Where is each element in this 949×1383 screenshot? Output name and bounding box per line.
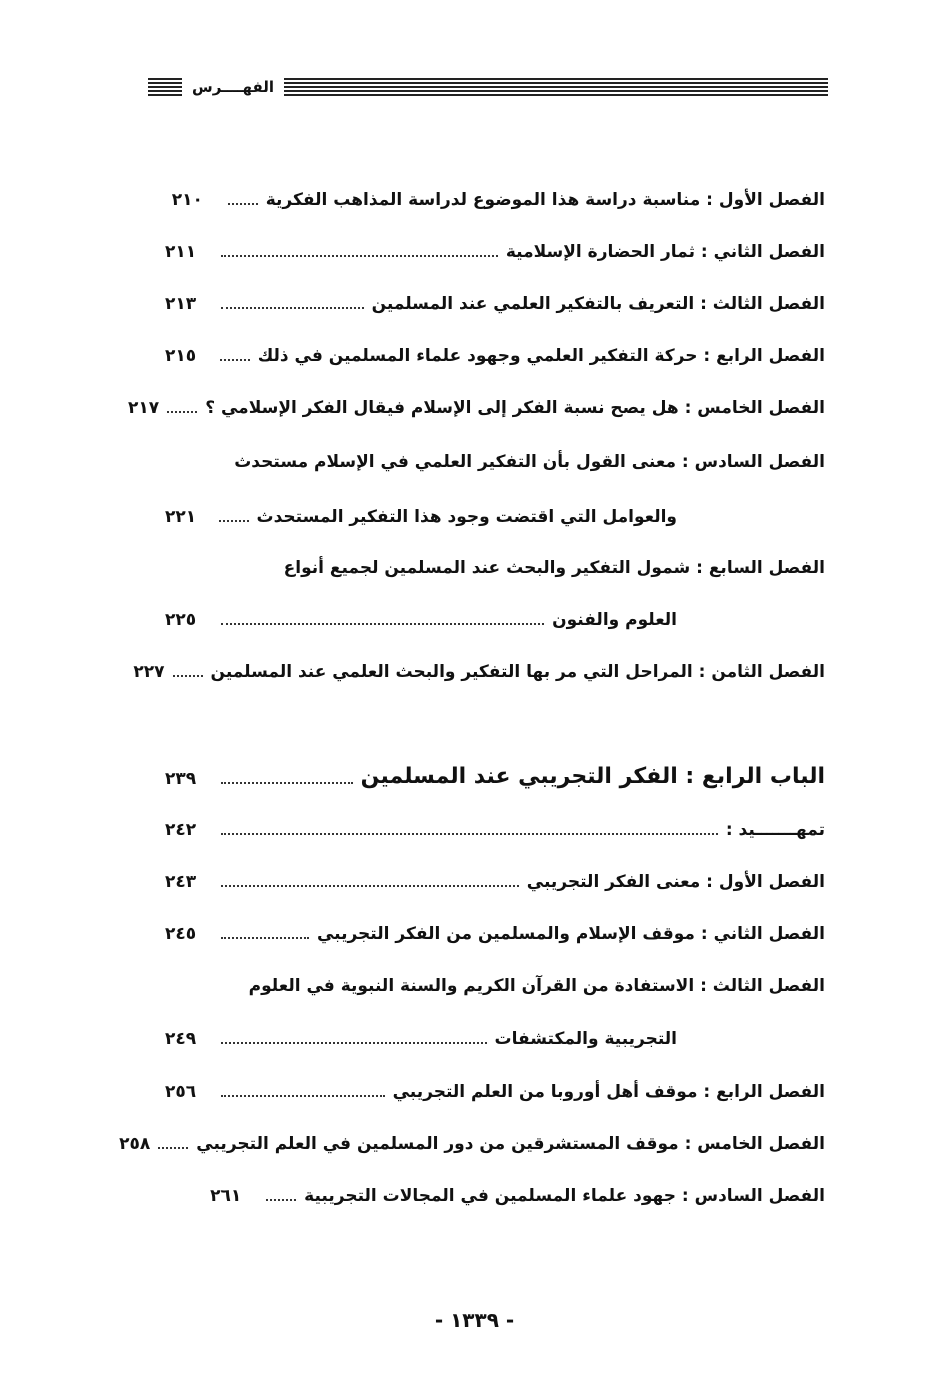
header-rule-left (148, 78, 182, 96)
toc-entry-title: الفصل الثاني : ثمار الحضارة الإسلامية (505, 242, 825, 262)
toc-entry-page: ٢٣٩ (165, 769, 197, 789)
toc-entry-title: الفصل الثاني : موقف الإسلام والمسلمين من الفكر التجريبي (316, 924, 825, 944)
toc-entry-title: الفصل الثالث : التعريف بالتفكير العلمي عند المسلمين (371, 294, 825, 314)
toc-entry (165, 815, 825, 843)
toc-entry-title: الباب الرابع : الفكر التجريبي عند المسلمين (360, 764, 825, 789)
toc-leader (221, 782, 353, 784)
toc-entry (165, 971, 825, 999)
toc-leader (221, 885, 519, 887)
toc-leader (221, 1042, 487, 1044)
toc-entry-page: ٢٦١ (210, 1186, 242, 1206)
toc-entry-page: ٢٢٥ (165, 610, 197, 630)
running-header (148, 76, 828, 98)
toc-leader (221, 623, 544, 625)
toc-leader (219, 520, 249, 522)
toc-entry (165, 447, 825, 475)
toc-entry-title: والعوامل التي اقتضت وجود هذا التفكير المستحدث (256, 507, 677, 527)
toc-entry (165, 1077, 825, 1105)
toc-entry-page: ٢١٣ (165, 294, 197, 314)
toc-entry (165, 502, 825, 530)
toc-leader (221, 937, 309, 939)
toc-entry-title: الفصل الخامس : هل يصح نسبة الفكر إلى الإسلام فيقال الفكر الإسلامي ؟ (205, 398, 825, 418)
toc-entry-title: الفصل الرابع : موقف أهل أوروبا من العلم التجريبي (392, 1082, 825, 1102)
toc-entry-page: ٢١٧ (128, 398, 160, 418)
header-title: الفهــــرس (192, 78, 275, 96)
toc-entry (165, 553, 825, 581)
toc-entry-title: الفصل السادس : جهود علماء المسلمين في المجالات التجريبية (304, 1186, 825, 1206)
toc-entry (128, 393, 825, 421)
toc-entry-page: ٢١١ (165, 242, 197, 262)
toc-entry-title: الفصل الأول : معنى الفكر التجريبي (526, 872, 825, 892)
toc-leader (221, 1095, 385, 1097)
toc-leader (228, 203, 258, 205)
toc-entry (165, 341, 825, 369)
toc-entry-title: الفصل الثالث : الاستفادة من القرآن الكريم والسنة النبوية في العلوم (248, 976, 825, 996)
toc-entry-page: ٢٥٨ (119, 1134, 151, 1154)
toc-entry-title: الفصل الثامن : المراحل التي مر بها التفكير والبحث العلمي عند المسلمين (210, 662, 825, 682)
toc-entry (165, 1024, 825, 1052)
toc-entry (165, 237, 825, 265)
toc-entry-title: الفصل الخامس : موقف المستشرقين من دور المسلمين في العلم التجريبي (196, 1134, 825, 1154)
toc-entry (165, 919, 825, 947)
toc-entry-title: العلوم والفنون (552, 610, 677, 630)
toc-entry-title: الفصل السابع : شمول التفكير والبحث عند المسلمين لجميع أنواع (283, 558, 825, 578)
toc-entry-page: ٢١٠ (171, 190, 203, 210)
toc-leader (221, 833, 718, 835)
toc-entry (165, 185, 825, 213)
toc-entry-page: ٢٢٧ (133, 662, 165, 682)
toc-entry (165, 1181, 825, 1209)
toc-entry-title: الفصل الرابع : حركة التفكير العلمي وجهود علماء المسلمين في ذلك (257, 346, 825, 366)
toc-leader (220, 359, 250, 361)
toc-entry-page: ٢١٥ (165, 346, 197, 366)
toc-entry-page: ٢٤٣ (165, 872, 197, 892)
toc-leader (167, 411, 197, 413)
toc-leader (221, 255, 498, 257)
toc-entry (133, 657, 825, 685)
toc-entry (165, 867, 825, 895)
toc-entry-page: ٢٤٥ (165, 924, 197, 944)
toc-entry (165, 289, 825, 317)
page-number: - ١٣٣٩ - (434, 1308, 515, 1332)
toc-entry-title: الفصل السادس : معنى القول بأن التفكير العلمي في الإسلام مستحدث (234, 452, 825, 472)
toc-entry-page: ٢٥٦ (165, 1082, 197, 1102)
toc-leader (266, 1199, 296, 1201)
toc-entry-page: ٢٤٢ (165, 820, 197, 840)
toc-entry-page: ٢٤٩ (165, 1029, 197, 1049)
toc-entry (165, 605, 825, 633)
toc-entry-title: التجريبية والمكتشفات (494, 1029, 677, 1049)
toc-entry-title: تمهـــــــيد : (725, 820, 825, 840)
toc-entry-page: ٢٢١ (165, 507, 197, 527)
toc-entry (119, 1129, 825, 1157)
toc-leader (221, 307, 364, 309)
toc-leader (173, 675, 203, 677)
header-rule-right (284, 78, 828, 96)
toc-leader (158, 1147, 188, 1149)
toc-entry-title: الفصل الأول : مناسبة دراسة هذا الموضوع لدراسة المذاهب الفكرية (265, 190, 825, 210)
toc-part-heading (165, 760, 825, 792)
